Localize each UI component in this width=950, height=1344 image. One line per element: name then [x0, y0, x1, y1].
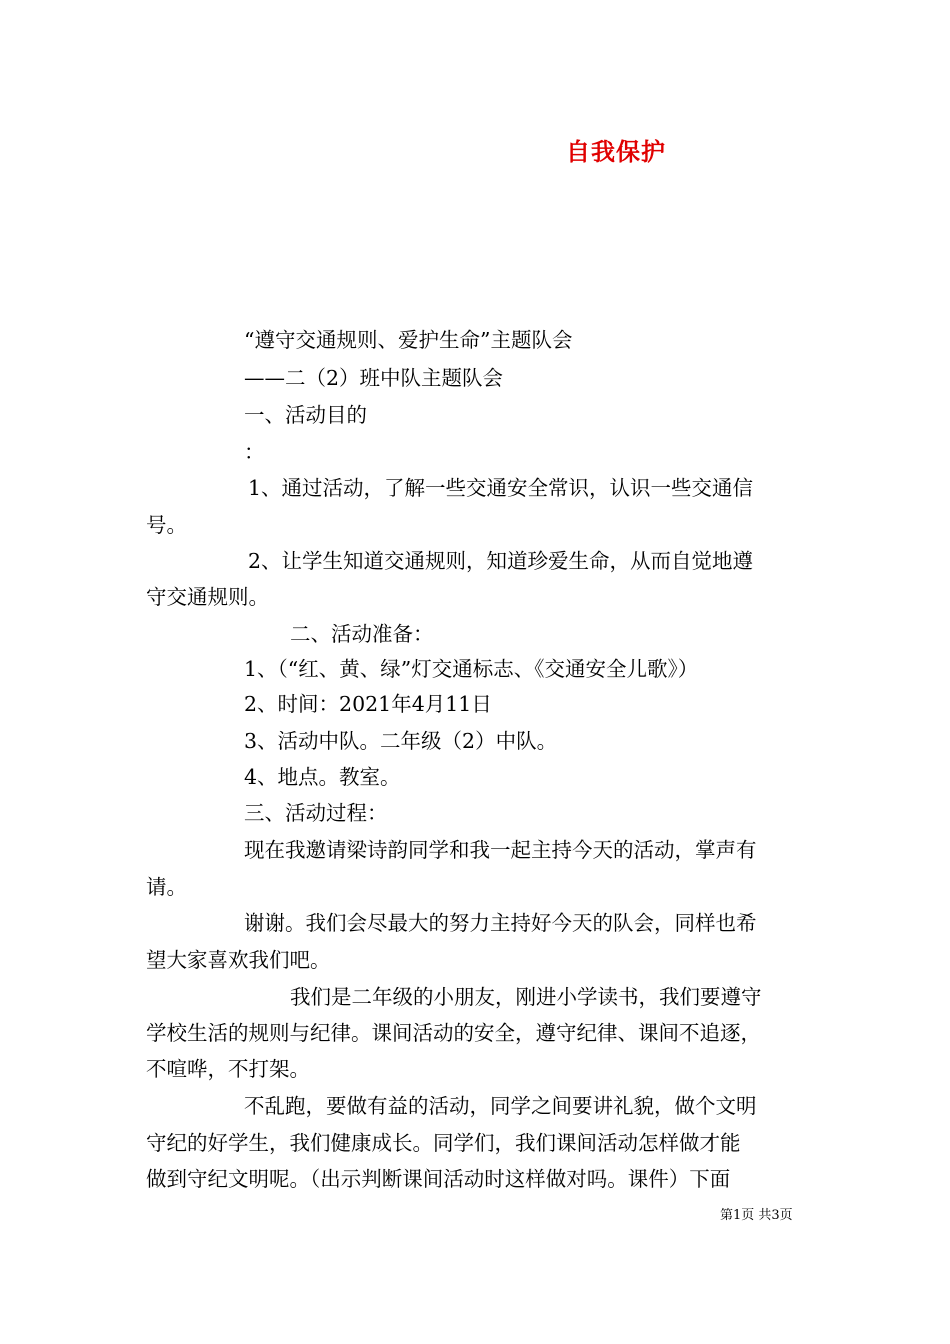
section-heading-purpose: 一、活动目的	[244, 403, 367, 427]
paragraph-1-line-1: 现在我邀请梁诗韵同学和我一起主持今天的活动，掌声有	[244, 838, 757, 862]
document-title: 自我保护	[566, 137, 666, 166]
subtitle: ——二（2）班中队主题队会	[244, 366, 504, 390]
paragraph-4-line-2: 守纪的好学生，我们健康成长。同学们，我们课间活动怎样做才能	[146, 1131, 741, 1155]
page-footer: 第1页 共3页	[720, 1208, 793, 1223]
purpose-item-2: 2、让学生知道交通规则，知道珍爱生命，从而自觉地遵	[248, 549, 754, 573]
purpose-item-1-cont: 号。	[146, 513, 187, 537]
purpose-item-2-cont: 守交通规则。	[146, 585, 269, 609]
section-heading-preparation: 二、活动准备：	[290, 622, 434, 646]
paragraph-4-line-1: 不乱跑，要做有益的活动，同学之间要讲礼貌，做个文明	[244, 1094, 757, 1118]
preparation-item-1: 1、（“红、黄、绿”灯交通标志、《交通安全儿歌》）	[244, 657, 699, 681]
theme-title: “遵守交通规则、爱护生命”主题队会	[244, 328, 573, 352]
paragraph-2-line-1: 谢谢。我们会尽最大的努力主持好今天的队会，同样也希	[244, 911, 757, 935]
paragraph-3-line-1: 我们是二年级的小朋友，刚进小学读书，我们要遵守	[290, 985, 762, 1009]
paragraph-3-line-2: 学校生活的规则与纪律。课间活动的安全，遵守纪律、课间不追逐，	[146, 1021, 761, 1045]
preparation-item-4: 4、地点。教室。	[244, 765, 401, 789]
purpose-item-1: 1、通过活动，了解一些交通安全常识，认识一些交通信	[248, 476, 754, 500]
paragraph-1-line-2: 请。	[146, 875, 187, 899]
section-heading-process: 三、活动过程：	[244, 801, 388, 825]
colon-line: ：	[244, 440, 265, 464]
preparation-item-2: 2、时间：2021年4月11日	[244, 692, 492, 716]
preparation-item-3: 3、活动中队。二年级（2）中队。	[244, 729, 558, 753]
paragraph-4-line-3: 做到守纪文明呢。（出示判断课间活动时这样做对吗。课件）下面	[146, 1167, 731, 1191]
paragraph-3-line-3: 不喧哗，不打架。	[146, 1057, 310, 1081]
paragraph-2-line-2: 望大家喜欢我们吧。	[146, 948, 331, 972]
